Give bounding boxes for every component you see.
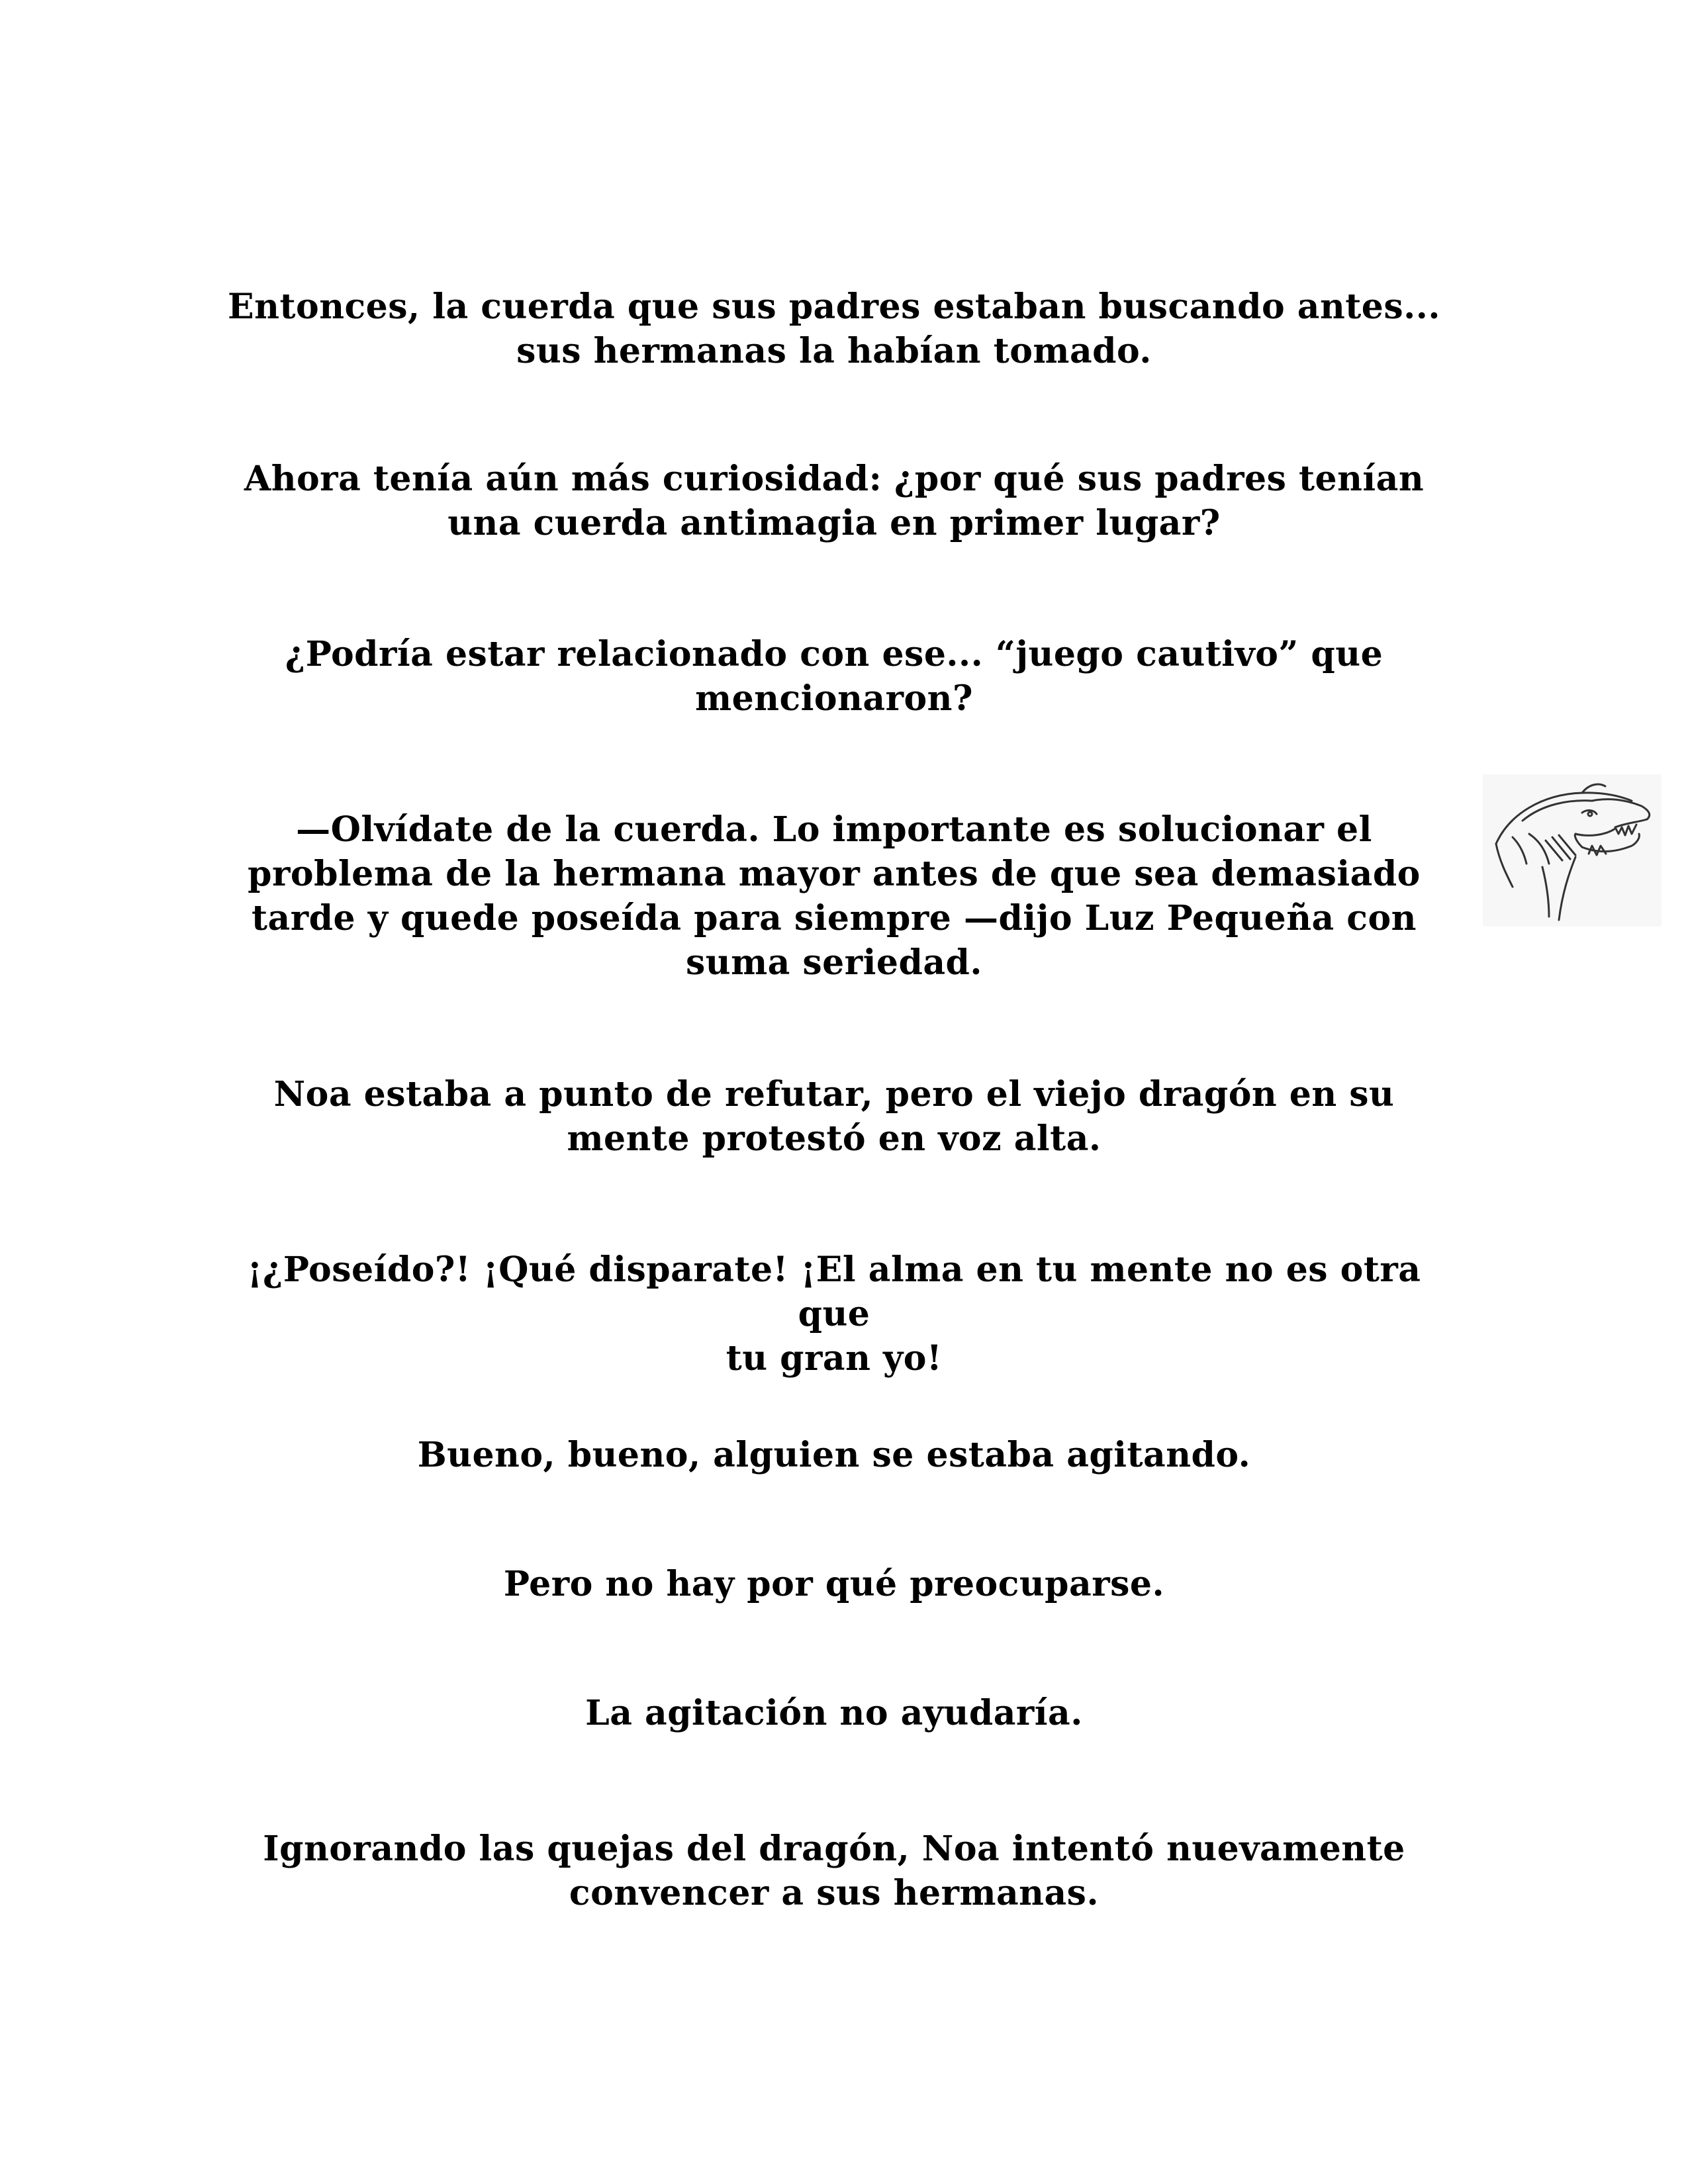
paragraph-6: ¡¿Poseído?! ¡Qué disparate! ¡El alma en tu mente no es otra que tu gran yo! xyxy=(247,1250,1421,1379)
paragraph-3: ¿Podría estar relacionado con ese... “juego cautivo” que mencionaron? xyxy=(285,634,1383,719)
dragon-head-sketch-icon xyxy=(1483,774,1662,927)
paragraph-7: Bueno, bueno, alguien se estaba agitando. xyxy=(417,1435,1251,1475)
paragraph-8: Pero no hay por qué preocuparse. xyxy=(503,1564,1165,1604)
paragraph-5: Noa estaba a punto de refutar, pero el viejo dragón en su mente protestó en voz alta. xyxy=(273,1074,1395,1159)
paragraph-10: Ignorando las quejas del dragón, Noa intentó nuevamente convencer a sus hermanas. xyxy=(263,1829,1405,1913)
paragraph-9: La agitación no ayudaría. xyxy=(585,1693,1083,1733)
paragraph-4: —Olvídate de la cuerda. Lo importante es solucionar el problema de la hermana mayor antes de que sea demasiado tarde y quede poseída para siempre —dijo Luz Pequeña con suma seriedad. xyxy=(248,809,1421,983)
paragraph-1: Entonces, la cuerda que sus padres estaban buscando antes... sus hermanas la habían tomado. xyxy=(228,287,1440,371)
paragraph-2: Ahora tenía aún más curiosidad: ¿por qué sus padres tenían una cuerda antimagia en primer lugar? xyxy=(244,459,1425,543)
